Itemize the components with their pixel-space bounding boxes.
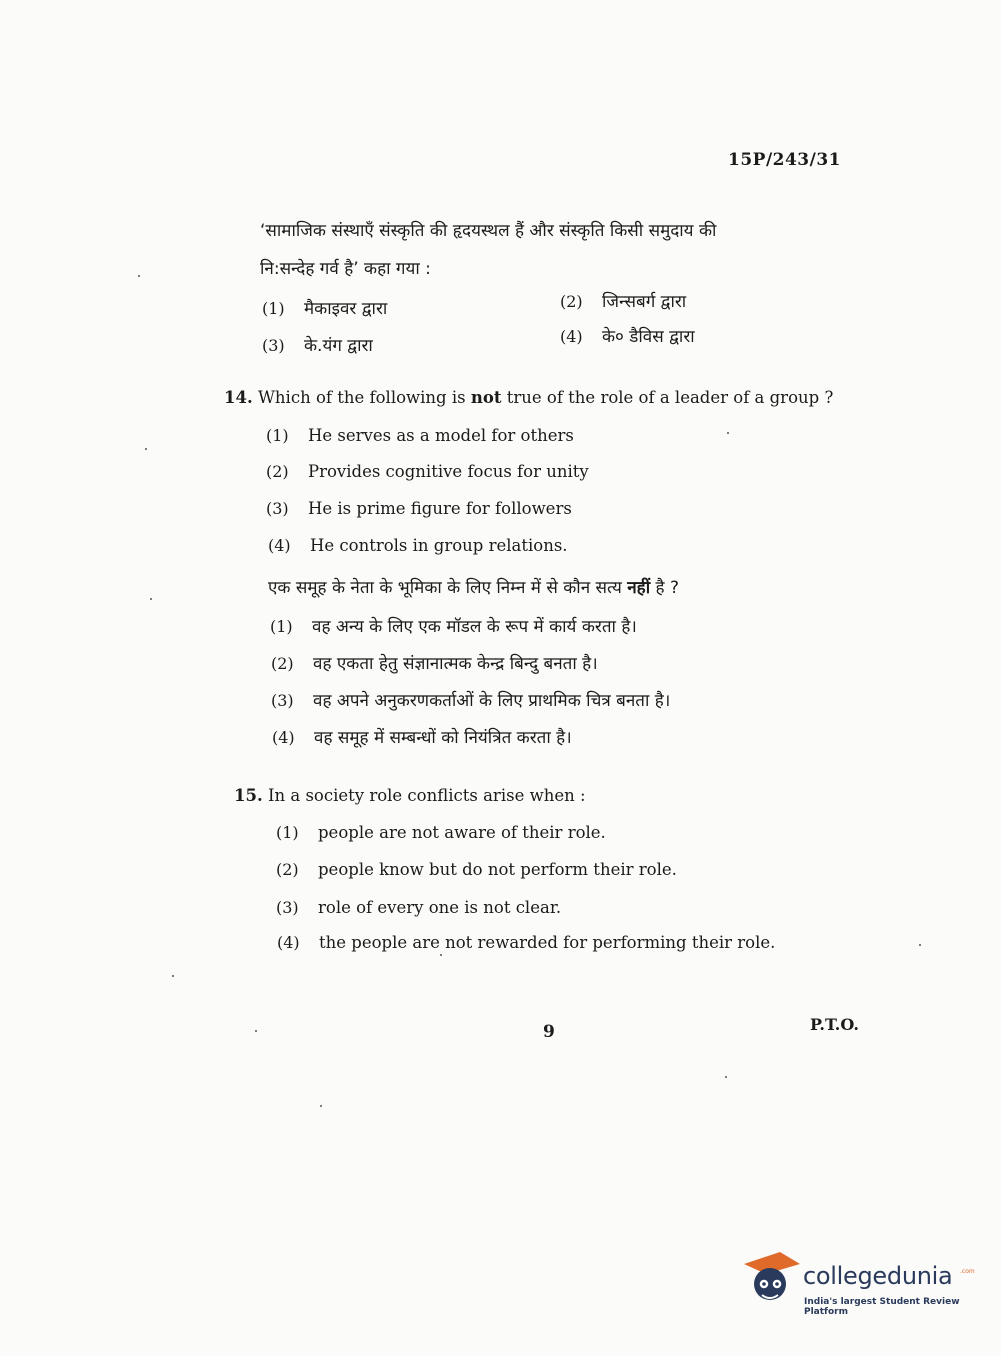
q13-option-4: [560, 324, 695, 347]
scan-speck: [727, 432, 729, 434]
logo-tagline: India's largest Student Review Platform: [804, 1297, 960, 1317]
option-text: वह अपने अनुकरणकर्ताओं के लिए प्राथमिक चित्र बनता है।: [313, 691, 671, 711]
scan-speck: [172, 975, 174, 977]
scan-speck: [440, 954, 442, 956]
q15-stem-text: In a society role conflicts arise when :: [267, 786, 586, 805]
scan-speck: [725, 1076, 727, 1078]
q14-option-2: [266, 462, 589, 481]
option-number: (2): [276, 860, 299, 879]
option-text: वह एकता हेतु संज्ञानात्मक केन्द्र बिन्दु बनता है।: [313, 654, 598, 674]
scan-speck: [255, 1030, 257, 1032]
q14-hindi-stem: [268, 575, 679, 598]
page-number: 9: [543, 1022, 555, 1042]
option-text: He controls in group relations.: [310, 536, 568, 555]
option-text: people know but do not perform their role.: [318, 860, 677, 879]
scan-speck: [145, 448, 147, 450]
option-number: (1): [262, 299, 285, 318]
q14-hindi-option-2: [271, 651, 598, 674]
option-number: (3): [271, 691, 294, 710]
logo-dotcom: .com: [960, 1268, 975, 1275]
option-number: (3): [262, 336, 285, 355]
option-text: के.यंग द्वारा: [304, 336, 373, 356]
q14-option-4: [268, 536, 568, 555]
q15-option-1: [276, 823, 606, 842]
option-number: (4): [272, 728, 295, 747]
q14-stem-before: Which of the following is: [257, 388, 466, 407]
q14-option-1: [266, 426, 574, 445]
q14-hindi-option-3: [271, 688, 670, 711]
option-text: people are not aware of their role.: [318, 823, 606, 842]
q14-option-3: [266, 499, 572, 518]
q15-option-4: [277, 933, 775, 952]
option-text: जिन्सबर्ग द्वारा: [602, 292, 687, 312]
option-number: (4): [277, 933, 300, 952]
option-text: the people are not rewarded for performing their role.: [319, 933, 776, 952]
q14-hindi-stem-bold: नहीं: [627, 578, 651, 598]
q14-stem: [224, 388, 833, 407]
option-text: वह अन्य के लिए एक मॉडल के रूप में कार्य करता है।: [312, 617, 637, 637]
q14-hindi-option-1: [270, 614, 637, 637]
q13-hindi-stem-line1: ‘सामाजिक संस्थाएँ संस्कृति की हृदयस्थल हैं और संस्कृति किसी समुदाय की: [260, 221, 717, 241]
q15-stem: [234, 786, 586, 805]
option-text: He serves as a model for others: [308, 426, 574, 445]
q13-hindi-stem-line2: नि:सन्देह गर्व है’ कहा गया :: [260, 259, 431, 279]
option-number: (3): [266, 499, 289, 518]
option-text: के० डैविस द्वारा: [602, 327, 695, 347]
pto-label: P.T.O.: [810, 1015, 859, 1034]
option-number: (1): [276, 823, 299, 842]
option-number: (1): [266, 426, 289, 445]
q14-hindi-stem-before: एक समूह के नेता के भूमिका के लिए निम्न में से कौन सत्य: [268, 578, 622, 598]
q13-option-1: [262, 296, 387, 319]
q14-stem-after: true of the role of a leader of a group ?: [506, 388, 834, 407]
option-number: (1): [270, 617, 293, 636]
q15-option-3: [276, 898, 561, 917]
option-text: role of every one is not clear.: [318, 898, 562, 917]
q13-option-3: [262, 333, 373, 356]
option-number: (2): [560, 292, 583, 311]
option-number: (4): [268, 536, 291, 555]
paper-code: 15P/243/31: [728, 150, 842, 170]
scan-speck: [138, 275, 140, 277]
scan-speck: [919, 944, 921, 946]
q13-option-2: [560, 289, 686, 312]
scan-speck: [150, 598, 152, 600]
q14-stem-bold: not: [470, 388, 502, 407]
q14-hindi-option-4: [272, 725, 572, 748]
question-number: 15.: [234, 786, 263, 805]
option-text: मैकाइवर द्वारा: [304, 299, 388, 319]
option-number: (3): [276, 898, 299, 917]
option-number: (4): [560, 327, 583, 346]
option-text: वह समूह में सम्बन्धों को नियंत्रित करता है।: [314, 728, 572, 748]
question-number: 14.: [224, 388, 253, 407]
option-text: Provides cognitive focus for unity: [308, 462, 589, 481]
option-number: (2): [266, 462, 289, 481]
option-text: He is prime figure for followers: [308, 499, 572, 518]
q14-hindi-stem-after: है ?: [655, 578, 679, 598]
q15-option-2: [276, 860, 677, 879]
logo-brand: collegedunia: [803, 1262, 953, 1290]
option-number: (2): [271, 654, 294, 673]
scan-speck: [320, 1105, 322, 1107]
